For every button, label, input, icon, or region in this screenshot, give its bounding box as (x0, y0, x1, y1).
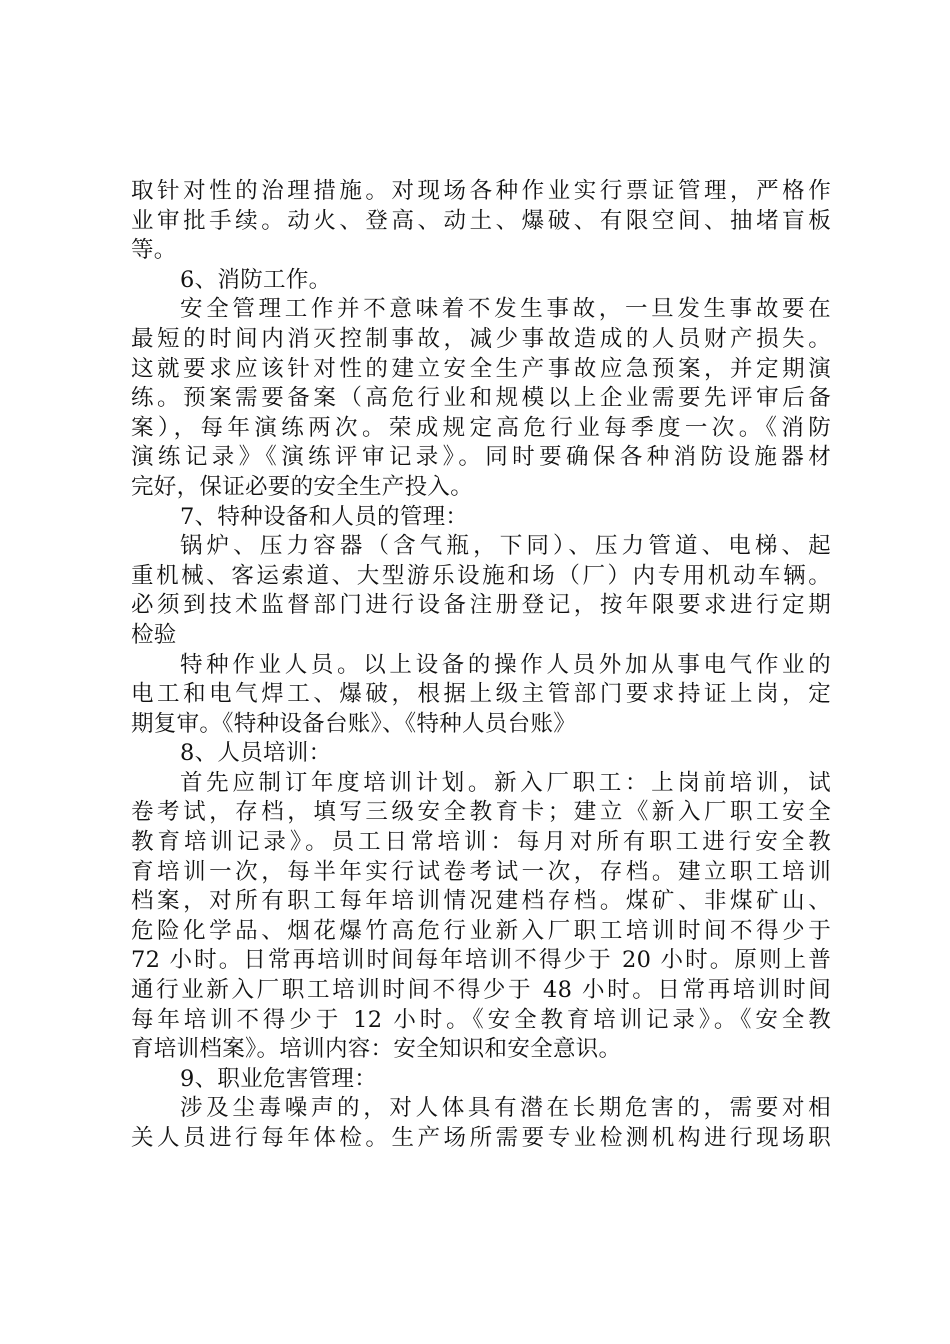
text-line: 特种作业人员。以上设备的操作人员外加从事电气作业的 (180, 651, 831, 678)
text-line: 检验 (131, 621, 177, 648)
text-line: 涉及尘毒噪声的，对人体具有潜在长期危害的，需要对相 (180, 1095, 831, 1122)
text-line: 等。 (131, 237, 177, 264)
text-line: 卷考试，存档，填写三级安全教育卡；建立《新入厂职工安全 (131, 799, 831, 826)
document-body (131, 177, 831, 1154)
text-line: 必须到技术监督部门进行设备注册登记，按年限要求进行定期 (131, 592, 831, 619)
text-line: 安全管理工作并不意味着不发生事故，一旦发生事故要在 (180, 296, 831, 323)
text-line: 练。预案需要备案（高危行业和规模以上企业需要先评审后备 (131, 385, 831, 412)
text-line: 72 小时。日常再培训时间每年培训不得少于 20 小时。原则上普 (131, 947, 831, 974)
text-line: 重机械、客运索道、大型游乐设施和场（厂）内专用机动车辆。 (131, 562, 831, 589)
text-line: 9、职业危害管理： (180, 1065, 378, 1092)
text-line: 期复审。《特种设备台账》、《特种人员台账》 (131, 710, 577, 737)
text-line: 最短的时间内消灭控制事故，减少事故造成的人员财产损失。 (131, 325, 831, 352)
text-line: 档案，对所有职工每年培训情况建档存档。煤矿、非煤矿山、 (131, 888, 831, 915)
text-line: 案），每年演练两次。荣成规定高危行业每季度一次。《消防 (131, 414, 831, 441)
text-line: 这就要求应该针对性的建立安全生产事故应急预案，并定期演 (131, 355, 831, 382)
text-line: 育培训一次，每半年实行试卷考试一次，存档。建立职工培训 (131, 858, 831, 885)
text-line: 育培训档案》。培训内容：安全知识和安全意识。 (131, 1036, 622, 1063)
text-line: 8、人员培训： (180, 740, 332, 767)
text-line: 危险化学品、烟花爆竹高危行业新入厂职工培训时间不得少于 (131, 917, 831, 944)
text-line: 首先应制订年度培训计划。新入厂职工：上岗前培训，试 (180, 769, 831, 796)
text-line: 每年培训不得少于 12 小时。《安全教育培训记录》。《安全教 (131, 1006, 831, 1033)
text-line: 通行业新入厂职工培训时间不得少于 48 小时。日常再培训时间 (131, 977, 831, 1004)
text-line: 演练记录》《演练评审记录》。同时要确保各种消防设施器材 (131, 444, 831, 471)
text-line: 业审批手续。动火、登高、动土、爆破、有限空间、抽堵盲板 (131, 207, 831, 234)
text-line: 电工和电气焊工、爆破，根据上级主管部门要求持证上岗，定 (131, 681, 831, 708)
text-line: 完好，保证必要的安全生产投入。 (131, 473, 474, 500)
text-line: 取针对性的治理措施。对现场各种作业实行票证管理，严格作 (131, 178, 831, 204)
text-line: 7、特种设备和人员的管理： (180, 503, 469, 530)
text-line: 关人员进行每年体检。生产场所需要专业检测机构进行现场职 (131, 1125, 831, 1151)
text-line: 6、消防工作。 (180, 266, 332, 293)
text-line: 锅炉、压力容器（含气瓶，下同）、压力管道、电梯、起 (180, 533, 831, 560)
text-line: 教育培训记录》。员工日常培训：每月对所有职工进行安全教 (131, 829, 831, 856)
